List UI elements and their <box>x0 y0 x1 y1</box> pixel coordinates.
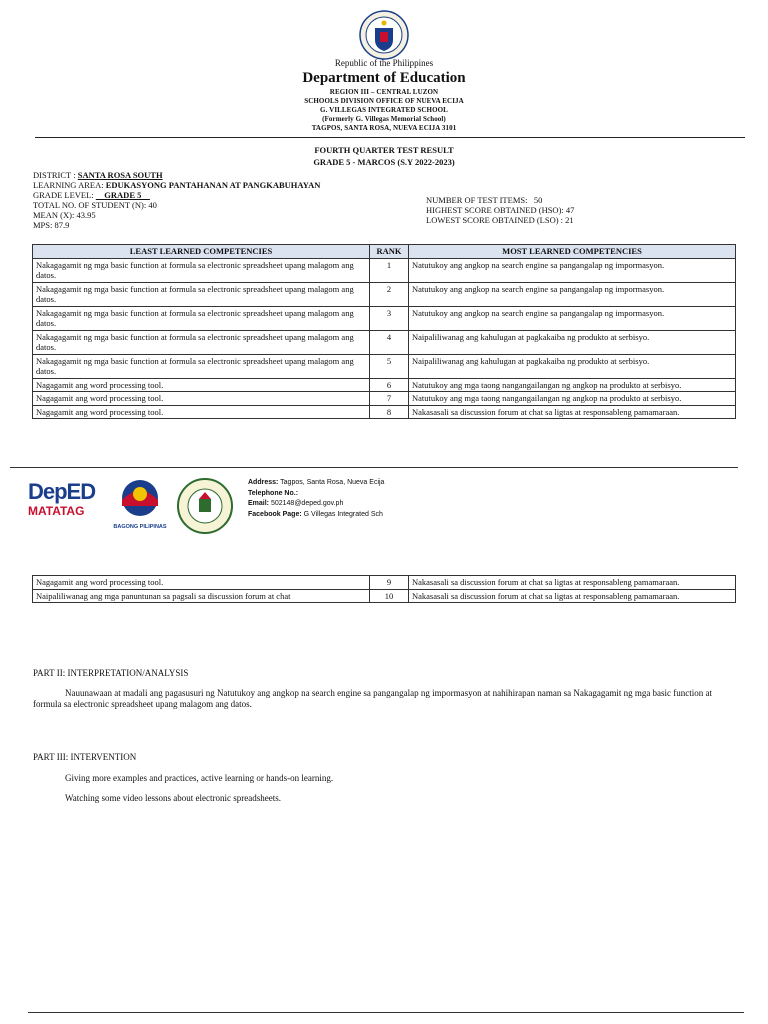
least-cell: Nakagagamit ng mga basic function at formula sa electronic spreadsheet upang malagom ang datos. <box>33 330 370 354</box>
division-text: SCHOOLS DIVISION OFFICE OF NUEVA ECIJA <box>304 97 464 105</box>
most-cell: Natutukoy ang angkop na search engine sa pangangalap ng impormasyon. <box>409 306 736 330</box>
rank-cell: 9 <box>370 576 409 590</box>
learning-area-row: LEARNING AREA: EDUKASYONG PANTAHANAN AT PANGKABUHAYAN <box>33 180 321 190</box>
table-row <box>33 405 736 419</box>
part2-body: Nauunawaan at madali ang pagasusuri ng Natutukoy ang angkop na search engine sa pangangalap ng impormasyon at nahihirapan naman sa Nakagagamit ng mga basic function at formula sa electronic spreadsheet upang malagom ang datos. <box>33 688 713 709</box>
most-cell: Nakasasali sa discussion forum at chat sa ligtas at responsableng pamamaraan. <box>409 405 736 419</box>
footer-divider-bottom <box>28 1012 744 1013</box>
rank-cell: 4 <box>370 330 409 354</box>
table-row <box>33 282 736 306</box>
part3-line1: Giving more examples and practices, active learning or hands-on learning. <box>65 773 334 783</box>
rank-cell: 5 <box>370 354 409 378</box>
least-cell: Nagagamit ang word processing tool. <box>33 378 370 392</box>
most-cell: Natutukoy ang mga taong nangangailangan ng angkop na produkto at serbisyo. <box>409 378 736 392</box>
republic-text: Republic of the Philippines <box>334 58 434 68</box>
least-cell: Nakagagamit ng mga basic function at formula sa electronic spreadsheet upang malagom ang datos. <box>33 354 370 378</box>
matatag-wordmark: MATATAG <box>28 504 85 518</box>
table-row <box>33 306 736 330</box>
test-items: NUMBER OF TEST ITEMS: 50 <box>426 195 543 205</box>
bagong-pilipinas-logo <box>108 476 172 522</box>
header-divider <box>35 137 745 138</box>
report-title: FOURTH QUARTER TEST RESULT <box>314 145 454 155</box>
most-cell: Naipaliliwanag ang kahulugan at pagkakaiba ng produkto at serbisyo. <box>409 330 736 354</box>
most-cell: Naipaliliwanag ang kahulugan at pagkakaiba ng produkto at serbisyo. <box>409 354 736 378</box>
least-cell: Nakagagamit ng mga basic function at formula sa electronic spreadsheet upang malagom ang datos. <box>33 258 370 282</box>
school-name: G. VILLEGAS INTEGRATED SCHOOL <box>320 106 448 114</box>
contact-block: Address: Tagpos, Santa Rosa, Nueva Ecija Telephone No.: Email: 502148@deped.gov.ph Facebook Page: G Villegas Integrated Sch <box>248 479 385 518</box>
rank-cell: 6 <box>370 378 409 392</box>
grade-level-row: GRADE LEVEL: GRADE 5 <box>33 190 150 200</box>
mps-score: MPS: 87.9 <box>33 220 70 230</box>
deped-wordmark: DepED <box>28 479 96 504</box>
table-row <box>33 354 736 378</box>
least-cell: Nakagagamit ng mga basic function at formula sa electronic spreadsheet upang malagom ang datos. <box>33 282 370 306</box>
least-cell: Nagagamit ang word processing tool. <box>33 405 370 419</box>
competencies-table-continued <box>32 575 736 603</box>
rank-cell: 10 <box>370 589 409 603</box>
most-cell: Natutukoy ang mga taong nangangailangan ng angkop na produkto at serbisyo. <box>409 392 736 406</box>
competencies-table <box>32 244 736 419</box>
least-cell: Nagagamit ang word processing tool. <box>33 392 370 406</box>
total-students: TOTAL NO. OF STUDENT (N): 40 <box>33 200 157 210</box>
table-clip <box>0 244 768 470</box>
mean-score: MEAN (X): 43.95 <box>33 210 96 220</box>
lowest-score: LOWEST SCORE OBTAINED (LSO) : 21 <box>426 215 574 225</box>
learning-area-value: EDUKASYONG PANTAHANAN AT PANGKABUHAYAN <box>105 180 321 190</box>
table-row <box>33 392 736 406</box>
report-subtitle: GRADE 5 - MARCOS (S.Y 2022-2023) <box>313 157 455 167</box>
rank-cell: 1 <box>370 258 409 282</box>
district-value: SANTA ROSA SOUTH <box>77 170 163 180</box>
grade-level-value: GRADE 5 <box>95 190 150 200</box>
contact-email[interactable]: 502148@deped.gov.ph <box>269 500 344 507</box>
region-text: REGION III – CENTRAL LUZON <box>329 88 439 96</box>
formerly-text: (Formerly G. Villegas Memorial School) <box>322 115 446 123</box>
contact-facebook[interactable]: G Villegas Integrated Sch <box>301 510 383 518</box>
rank-cell: 3 <box>370 306 409 330</box>
table-header-row <box>33 245 736 259</box>
most-cell: Nakasasali sa discussion forum at chat sa ligtas at responsableng pamamaraan. <box>409 589 736 603</box>
info-left <box>33 170 433 230</box>
district-row: DISTRICT : SANTA ROSA SOUTH <box>33 170 163 180</box>
rank-header: RANK <box>370 245 409 259</box>
table-row <box>33 330 736 354</box>
least-cell: Naipaliliwanag ang mga panuntunan sa pagsali sa discussion forum at chat <box>33 589 370 603</box>
table-row <box>33 378 736 392</box>
rank-cell: 2 <box>370 282 409 306</box>
most-header: MOST LEARNED COMPETENCIES <box>409 245 736 259</box>
contact-address: Tagpos, Santa Rosa, Nueva Ecija <box>278 479 385 486</box>
department-title: Department of Education <box>302 70 466 86</box>
least-cell: Nakagagamit ng mga basic function at formula sa electronic spreadsheet upang malagom ang datos. <box>33 306 370 330</box>
most-cell: Nakasasali sa discussion forum at chat sa ligtas at responsableng pamamaraan. <box>409 576 736 590</box>
highest-score: HIGHEST SCORE OBTAINED (HSO): 47 <box>426 205 575 215</box>
least-header: LEAST LEARNED COMPETENCIES <box>33 245 370 259</box>
bagong-pilipinas-text: BAGONG PILIPINAS <box>113 524 167 530</box>
least-cell: Nagagamit ang word processing tool. <box>33 576 370 590</box>
table-row <box>33 258 736 282</box>
part2-heading: PART II: INTERPRETATION/ANALYSIS <box>33 668 189 678</box>
most-cell: Natutukoy ang angkop na search engine sa pangangalap ng impormasyon. <box>409 282 736 306</box>
school-seal-logo <box>176 477 234 535</box>
deped-seal-logo <box>359 10 409 60</box>
contact-phone-label: Telephone No.: <box>248 489 299 497</box>
deped-matatag-logo <box>28 480 100 518</box>
table-row <box>33 576 736 590</box>
part3-heading: PART III: INTERVENTION <box>33 752 137 762</box>
most-cell: Natutukoy ang angkop na search engine sa pangangalap ng impormasyon. <box>409 258 736 282</box>
rank-cell: 8 <box>370 405 409 419</box>
info-right <box>426 195 726 225</box>
school-address: TAGPOS, SANTA ROSA, NUEVA ECIJA 3101 <box>311 124 457 132</box>
part3-line2: Watching some video lessons about electronic spreadsheets. <box>65 793 281 803</box>
table-row <box>33 589 736 603</box>
rank-cell: 7 <box>370 392 409 406</box>
footer-divider-top <box>10 467 738 468</box>
